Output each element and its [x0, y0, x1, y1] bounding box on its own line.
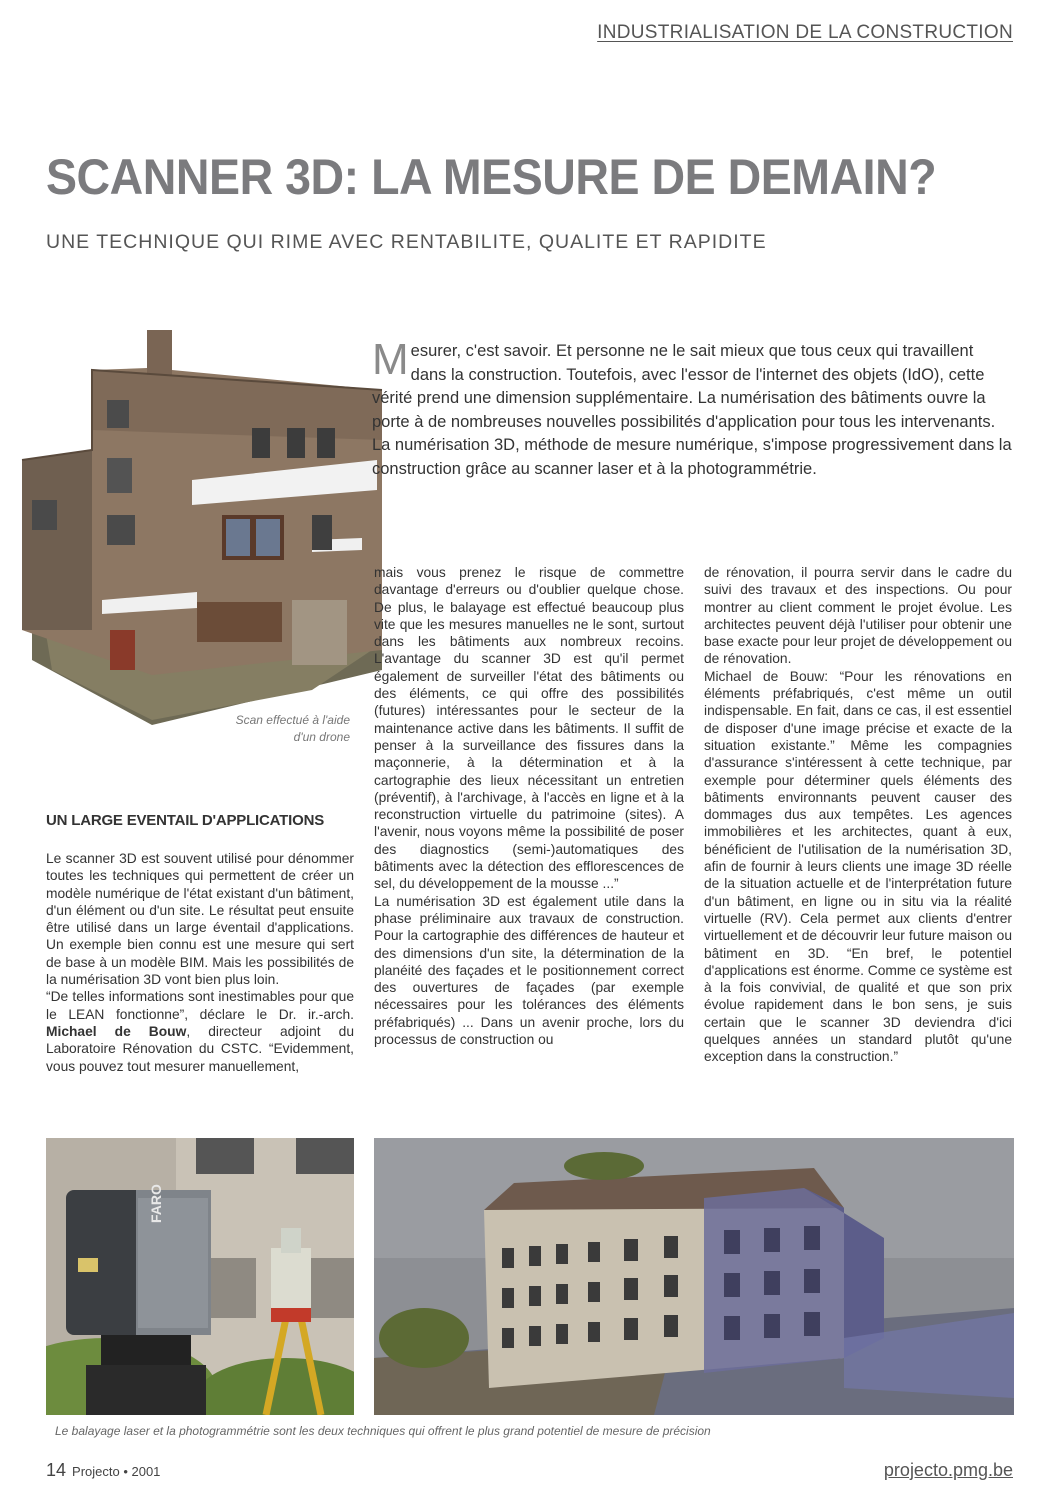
publication-name: Projecto • 2001	[72, 1464, 161, 1479]
col2-paragraph-1: mais vous prenez le risque de commettre davantage d'erreurs ou d'oublier quelque chose. De plus, le balayage est effectué beaucoup plus vite que les mesures manuelles ne le sont, surtout dans les bâtiments aux nombreux recoins. L'avantage du scanner 3D est qu'il permet également de surveiller l'état des bâtiments ou des éléments, ce qui offre des possibilités (futures) intéressantes pour le secteur de la maintenance active dans les bâtiments. Il suffit de penser à la surveillance des fissures dans la maçonnerie, à la détermination et à la cartographie des lieux nécessitant un entretien (préventif), à l'archivage, à l'accès en ligne et à la reconstruction virtuelle du patrimoine (sites). A l'avenir, nous voyons même la possibilité de poser des diagnostics (semi-)automatiques des bâtiments avec la détection des efflorescences de sel, du développement de la mousse ...”	[374, 565, 684, 892]
col3-paragraph-2: Michael de Bouw: “Pour les rénovations en éléments préfabriqués, c'est même un outil indispensable. En fait, dans ce cas, il est essentiel de disposer d'une image précise et exacte de la situation existante.” Même les compagnies d'assurance s'intéressent à cette technique, par exemple pour déterminer quels éléments des bâtiments environnants peuvent causer des dommages dus aux tempêtes. Les agences immobilières et les architectes, quant à eux, bénéficient de l'utilisation de la numérisation 3D, afin de fournir à leurs clients une image 3D réelle de la situation actuelle et de l'interprétation future d'un bâtiment, en ligne ou in situ via la réalité virtuelle (RV). Cela permet aux clients d'entrer virtuellement et de découvrir leur future maison ou bâtiment en 3D. “En bref, le potentiel d'applications est énorme. Comme ce système est à la fois convivial, de qualité et que son prix évolue rapidement dans le bon sens, je suis certain que le scanner 3D deviendra d'ici quelques années un standard plutôt qu'une exception dans la construction.”	[704, 668, 1012, 1065]
laser-scanner-photo	[46, 1138, 354, 1415]
lead-paragraph	[372, 335, 1012, 481]
section-header: INDUSTRIALISATION DE LA CONSTRUCTION	[597, 22, 1013, 43]
column-1	[46, 850, 354, 1075]
faro-logo: FARO	[148, 1184, 164, 1223]
drone-scan-building-image	[12, 330, 392, 730]
website-link[interactable]: projecto.pmg.be	[883, 1460, 1013, 1480]
lead-text: esurer, c'est savoir. Et personne ne le sait mieux que tous ceux qui travaillent dans la construction. Toutefois, avec l'essor de l'internet des objets (IdO), cette vérité prend une dimension supplémentaire. La numérisation des bâtiments ouvre la porte à de nombreuses nouvelles possibilités d'application pour tous les intervenants. La numérisation 3D, méthode de mesure numérique, s'impose progressivement dans la construction grâce au scanner laser et à la photogrammétrie.	[372, 342, 1012, 478]
col3-paragraph-1: de rénovation, il pourra servir dans le cadre du suivi des travaux et des inspections. Ou pour montrer au client comment le projet évolue. Les architectes peuvent déjà l'utiliser pour obtenir une base exacte pour leur projet de développement ou de rénovation.	[704, 565, 1012, 667]
section-heading: UN LARGE EVENTAIL D'APPLICATIONS	[46, 812, 325, 829]
drop-cap: M	[372, 335, 409, 384]
bottom-image-caption: Le balayage laser et la photogrammétrie sont les deux techniques qui offrent le plus grand potentiel de mesure de précision	[55, 1424, 711, 1438]
article-title: SCANNER 3D: LA MESURE DE DEMAIN?	[46, 149, 937, 205]
col2-paragraph-2: La numérisation 3D est également utile dans la phase préliminaire aux travaux de construction. Pour la cartographie des différences de hauteur et des dimensions d'un site, la détermination de la planéité des façades et le positionnement correct des ouvertures de façades (par exemple nécessaires pour les tolérances des éléments préfabriqués) ... Dans un avenir proche, lors du processus de construction ou	[374, 893, 684, 1048]
footer-left	[46, 1460, 160, 1481]
photogrammetry-model-image	[374, 1138, 1014, 1415]
col1-quote-rest: , directeur adjoint du Laboratoire Rénovation du CSTC. “Evidemment, vous pouvez tout mesurer manuellement,	[46, 1023, 354, 1074]
page-number: 14	[46, 1460, 67, 1480]
author-name: Michael de Bouw	[46, 1023, 187, 1039]
article-subtitle: UNE TECHNIQUE QUI RIME AVEC RENTABILITE, QUALITE ET RAPIDITE	[46, 231, 767, 253]
col1-paragraph-1: Le scanner 3D est souvent utilisé pour dénommer toutes les techniques qui permettent de créer un modèle numérique de l'état existant d'un bâtiment, d'un élément ou d'un site. Le résultat peut ensuite être utilisé dans un large éventail d'applications. Un exemple bien connu est une mesure qui sert de base à un modèle BIM. Mais les possibilités de la numérisation 3D vont bien plus loin.	[46, 851, 354, 988]
column-3	[704, 564, 1012, 1066]
image-caption-drone: Scan effectué à l'aide d'un drone	[235, 713, 350, 744]
col1-paragraph-2	[46, 988, 354, 1074]
col1-quote-start: “De telles informations sont inestimables pour que le LEAN fonctionne”, déclare le Dr. ir.-arch.	[46, 989, 354, 1022]
column-2	[374, 564, 684, 1048]
